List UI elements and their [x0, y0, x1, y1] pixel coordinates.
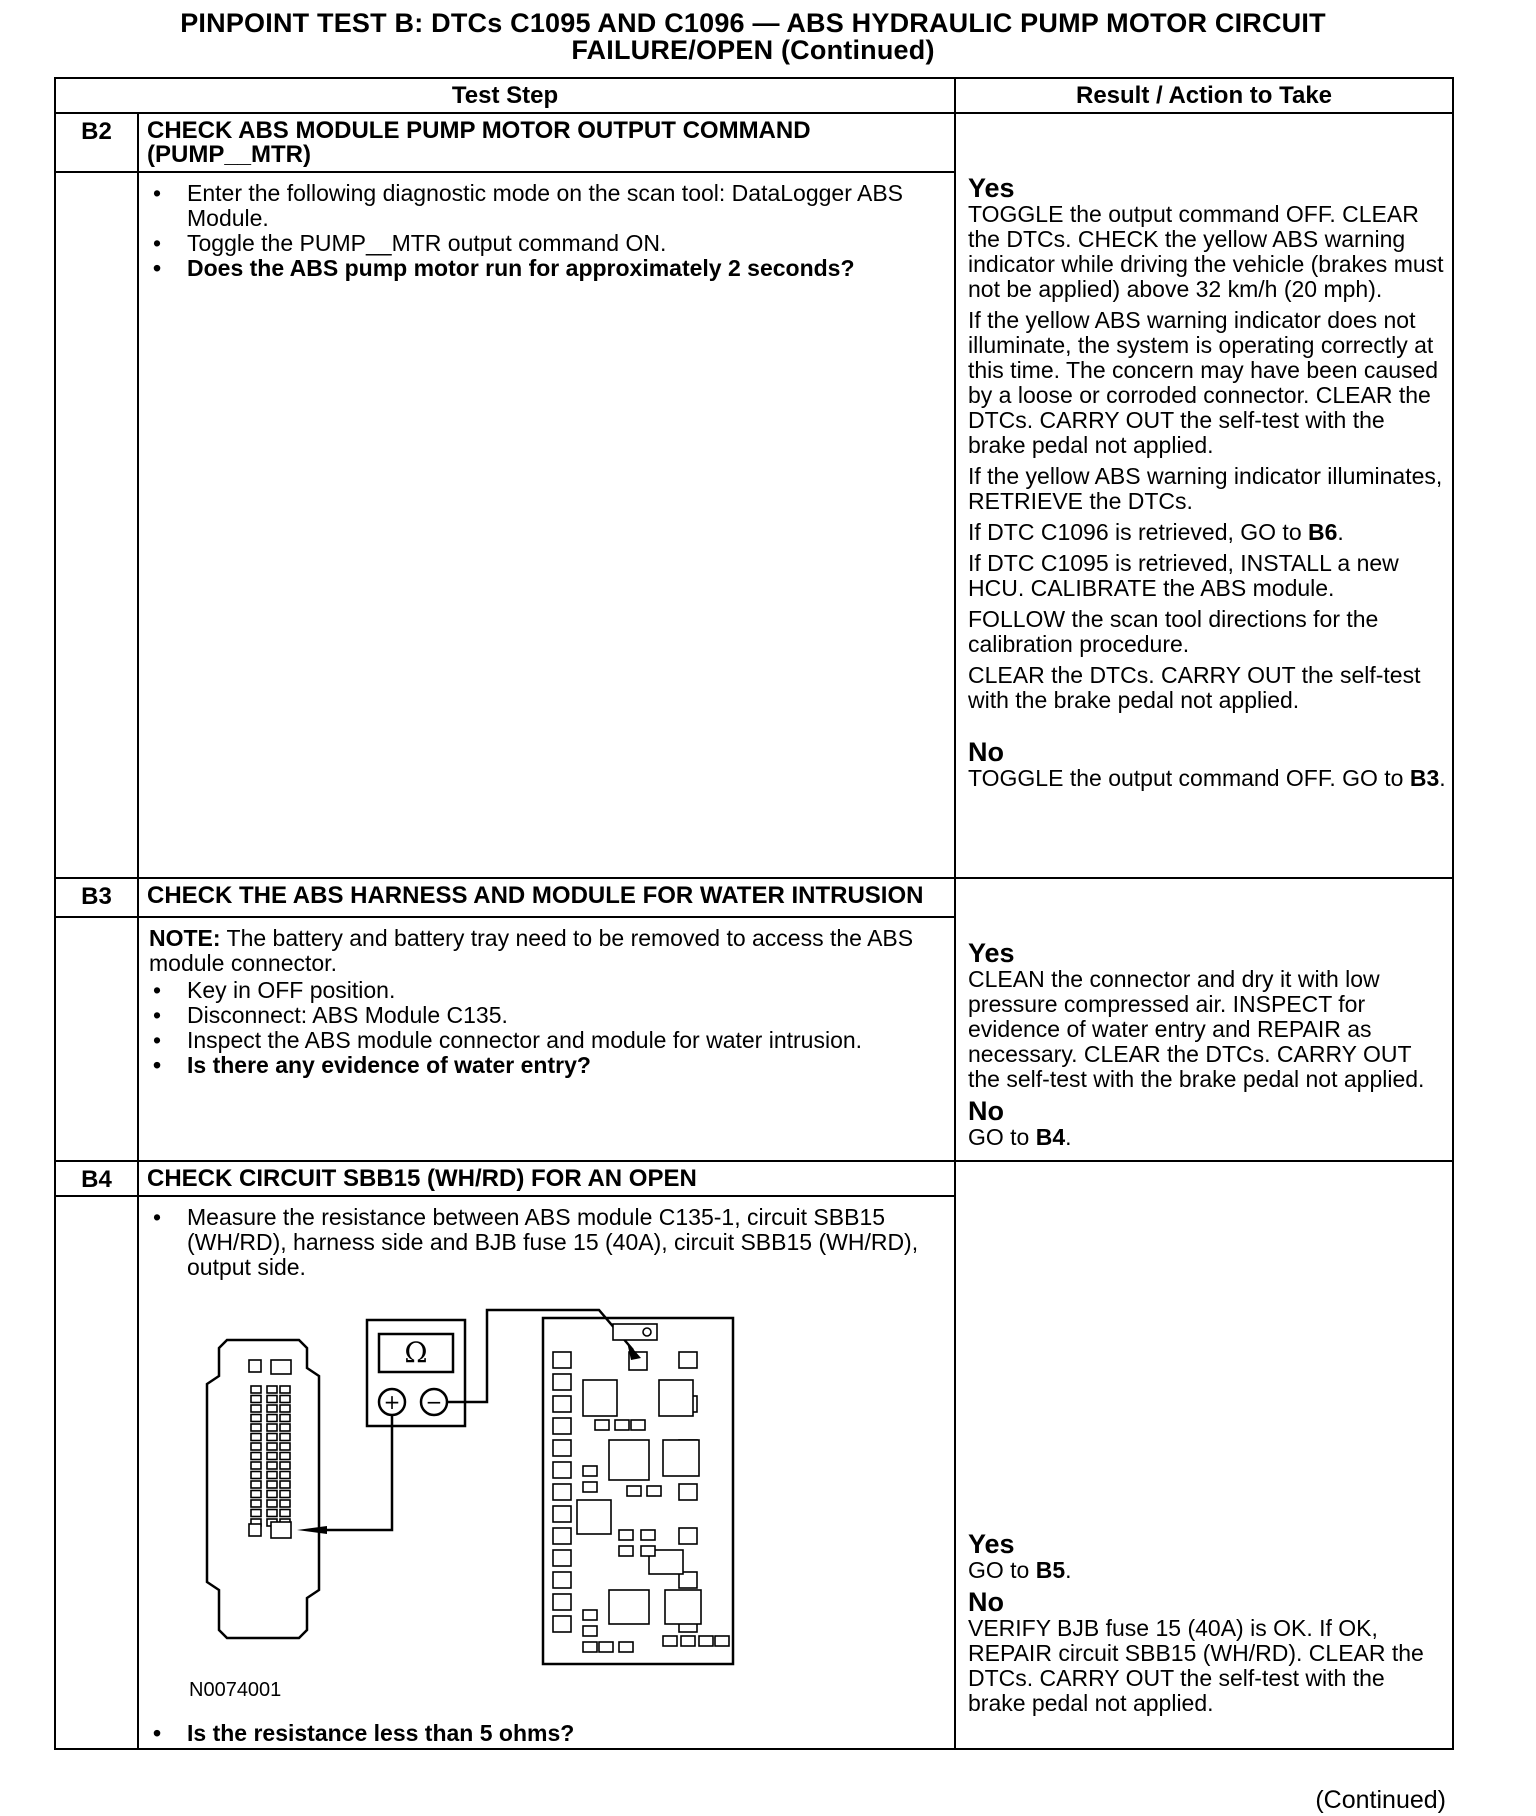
connector-pin — [267, 1434, 277, 1441]
relay-block — [609, 1590, 649, 1624]
instruction-list — [149, 1205, 944, 1280]
mini-fuse — [641, 1546, 655, 1556]
step-body-b3 — [138, 917, 955, 1161]
fuse-slot — [679, 1528, 697, 1544]
step-body-b4 — [138, 1196, 955, 1749]
connector-pin — [267, 1424, 277, 1431]
mini-fuse — [619, 1642, 633, 1652]
fuse-slot — [553, 1550, 571, 1566]
step-reference-link: B3 — [1409, 765, 1440, 791]
connector-pin — [280, 1415, 290, 1422]
mini-fuse — [647, 1486, 661, 1496]
connector-pin — [280, 1472, 290, 1479]
instruction-item: • Measure the resistance between ABS module C135-1, circuit SBB15 (WH/RD), harness side and BJB fuse 15 (40A), circuit SBB15 (WH/RD), output side. — [149, 1205, 944, 1280]
connector-pin — [280, 1510, 290, 1517]
mini-fuse — [619, 1546, 633, 1556]
meter-omega-symbol: Ω — [404, 1336, 428, 1369]
relay-block — [583, 1380, 617, 1416]
fuse-slot — [553, 1572, 571, 1588]
relay-block — [665, 1590, 701, 1624]
step-body-b2 — [138, 172, 955, 878]
connector-pin — [251, 1443, 261, 1450]
note-paragraph — [149, 926, 944, 976]
result-no-label: No — [968, 737, 1004, 767]
connector-pin — [267, 1500, 277, 1507]
connector-pin — [271, 1360, 291, 1374]
fuse-slot — [553, 1418, 571, 1434]
connector-pin — [267, 1415, 277, 1422]
result-text: If the yellow ABS warning indicator does not illuminate, the system is operating correctly at this time. The concern may have been caused by a loose or corroded connector. CLEAR the DTCs. CARRY OUT the self-test with the brake pedal not applied. — [968, 307, 1439, 458]
relay-block — [659, 1380, 693, 1416]
fuse-slot — [679, 1484, 697, 1500]
connector-pin — [251, 1386, 261, 1393]
step-b3-header-row — [55, 878, 1453, 917]
step-id-b3: B3 — [55, 878, 138, 917]
result-cell-b2 — [955, 113, 1453, 878]
meter-lead-plus — [309, 1415, 392, 1530]
connector-pin — [251, 1472, 261, 1479]
step-heading-b2: CHECK ABS MODULE PUMP MOTOR OUTPUT COMMAND (PUMP__MTR) — [138, 113, 955, 172]
connector-pin — [280, 1491, 290, 1498]
connector-pin — [251, 1434, 261, 1441]
connector-pin-c135-1 — [271, 1522, 291, 1538]
connector-pin — [280, 1424, 290, 1431]
mini-fuse — [619, 1530, 633, 1540]
result-text: If the yellow ABS warning indicator illuminates, RETRIEVE the DTCs. — [968, 463, 1443, 514]
fuse-slot — [553, 1440, 571, 1456]
connector-pin — [280, 1405, 290, 1412]
result-cell-b3 — [955, 878, 1453, 1161]
mini-fuse — [681, 1636, 695, 1646]
meter-plus-sign: + — [383, 1390, 401, 1414]
title-line-2: FAILURE/OPEN (Continued) — [571, 35, 935, 65]
connector-pin — [267, 1491, 277, 1498]
result-yes-label: Yes — [968, 938, 1015, 968]
connector-pin — [280, 1443, 290, 1450]
relay-block — [609, 1440, 649, 1480]
step-id-b2: B2 — [55, 113, 138, 172]
instruction-list — [149, 181, 944, 281]
connector-pin — [251, 1510, 261, 1517]
instruction-item: • Key in OFF position. — [149, 978, 944, 1003]
mini-fuse — [583, 1626, 597, 1636]
table-header-row — [55, 78, 1453, 113]
fuse-slot — [679, 1352, 697, 1368]
page-title — [54, 10, 1452, 64]
fuse-box-fuses — [553, 1324, 729, 1652]
step-reference-link: B6 — [1308, 519, 1338, 545]
step-reference-link: B4 — [1035, 1124, 1066, 1150]
fuse-slot — [553, 1352, 571, 1368]
result-no-label: No — [968, 1587, 1004, 1617]
mini-fuse — [615, 1420, 629, 1430]
connector-pin — [267, 1396, 277, 1403]
pinpoint-test-table — [54, 77, 1454, 1750]
result-text: FOLLOW the scan tool directions for the calibration procedure. — [968, 606, 1379, 657]
question-item: • Is there any evidence of water entry? — [149, 1053, 944, 1078]
relay-block — [663, 1440, 699, 1476]
fuse-slot — [553, 1396, 571, 1412]
instruction-list — [149, 978, 944, 1078]
connector-pin — [280, 1453, 290, 1460]
meter-minus-sign: − — [425, 1390, 443, 1414]
result-text: CLEAN the connector and dry it with low pressure compressed air. INSPECT for evidence of water entry and REPAIR as necessary. CLEAR the DTCs. CARRY OUT the self-test with the brake pedal not applied. — [968, 966, 1425, 1092]
abs-connector-outline — [207, 1340, 319, 1638]
mini-fuse — [715, 1636, 729, 1646]
mini-fuse — [699, 1636, 713, 1646]
result-text: If DTC C1096 is retrieved, GO to B6. — [968, 519, 1344, 545]
connector-pin — [280, 1462, 290, 1469]
result-text: GO to B4. — [968, 1124, 1072, 1150]
connector-pin — [280, 1386, 290, 1393]
connector-pin — [251, 1396, 261, 1403]
step-b2-header-row — [55, 113, 1453, 172]
result-yes-label: Yes — [968, 1529, 1015, 1559]
connector-pin — [249, 1360, 261, 1372]
connector-pin — [267, 1453, 277, 1460]
result-text: If DTC C1095 is retrieved, INSTALL a new HCU. CALIBRATE the ABS module. — [968, 550, 1399, 601]
result-cell-b4 — [955, 1161, 1453, 1749]
continued-label: (Continued) — [1315, 1786, 1446, 1814]
connector-pin — [251, 1453, 261, 1460]
relay-block — [577, 1500, 611, 1534]
mini-fuse — [627, 1486, 641, 1496]
mini-fuse — [595, 1420, 609, 1430]
mini-fuse — [631, 1420, 645, 1430]
instruction-list — [149, 1721, 944, 1746]
connector-pin — [251, 1481, 261, 1488]
connector-pin — [280, 1481, 290, 1488]
connector-pin — [267, 1443, 277, 1450]
fuse-slot — [553, 1462, 571, 1478]
connector-pins — [249, 1360, 291, 1538]
fuse-slot — [553, 1484, 571, 1500]
connector-pin — [251, 1462, 261, 1469]
instruction-item: • Disconnect: ABS Module C135. — [149, 1003, 944, 1028]
connector-pin — [249, 1524, 261, 1536]
connector-pin — [267, 1405, 277, 1412]
mini-fuse — [641, 1530, 655, 1540]
connector-pin — [267, 1481, 277, 1488]
fuse-slot — [553, 1616, 571, 1632]
mini-fuse — [583, 1610, 597, 1620]
probe-tip — [297, 1526, 327, 1534]
connector-pin — [251, 1405, 261, 1412]
fuse-slot — [553, 1374, 571, 1390]
step-b4-header-row — [55, 1161, 1453, 1196]
mini-fuse — [583, 1482, 597, 1492]
fuse-slot — [553, 1594, 571, 1610]
connector-pin — [267, 1462, 277, 1469]
result-text: VERIFY BJB fuse 15 (40A) is OK. If OK, REPAIR circuit SBB15 (WH/RD). CLEAR the DTCs. CARRY OUT the self-test with the brake pedal not applied. — [968, 1615, 1424, 1716]
fuse-slot — [553, 1528, 571, 1544]
step-reference-link: B5 — [1035, 1557, 1066, 1583]
connector-pin — [251, 1415, 261, 1422]
mini-fuse — [583, 1466, 597, 1476]
connector-pin — [267, 1472, 277, 1479]
connector-pin — [280, 1434, 290, 1441]
result-text: GO to B5. — [968, 1557, 1072, 1583]
title-line-1: PINPOINT TEST B: DTCs C1095 AND C1096 — ABS HYDRAULIC PUMP MOTOR CIRCUIT — [180, 8, 1326, 38]
header-result-action: Result / Action to Take — [955, 78, 1453, 113]
note-text: The battery and battery tray need to be removed to access the ABS module connector. — [149, 925, 914, 976]
connector-pin — [280, 1500, 290, 1507]
header-test-step: Test Step — [55, 78, 955, 113]
connector-pin — [267, 1510, 277, 1517]
connector-pin — [251, 1500, 261, 1507]
step-heading-b4: CHECK CIRCUIT SBB15 (WH/RD) FOR AN OPEN — [138, 1161, 955, 1196]
figure-caption: N0074001 — [189, 1679, 282, 1701]
note-label: NOTE: — [149, 925, 221, 951]
instruction-item: • Enter the following diagnostic mode on the scan tool: DataLogger ABS Module. — [149, 181, 944, 231]
result-yes-label: Yes — [968, 173, 1015, 203]
fuse-box-screw — [643, 1328, 651, 1336]
fuse-slot — [553, 1506, 571, 1522]
step-id-b4: B4 — [55, 1161, 138, 1196]
result-text: TOGGLE the output command OFF. GO to B3. — [968, 765, 1446, 791]
result-text: TOGGLE the output command OFF. CLEAR the DTCs. CHECK the yellow ABS warning indicator while driving the vehicle (brakes must not be applied) above 32 km/h (20 mph). — [968, 201, 1444, 302]
result-no-label: No — [968, 1096, 1004, 1126]
question-item: • Does the ABS pump motor run for approximately 2 seconds? — [149, 256, 944, 281]
question-item: • Is the resistance less than 5 ohms? — [149, 1721, 944, 1746]
connector-pin — [280, 1396, 290, 1403]
mini-fuse — [663, 1636, 677, 1646]
connector-pin — [267, 1386, 277, 1393]
step-heading-b3: CHECK THE ABS HARNESS AND MODULE FOR WATER INTRUSION — [138, 878, 955, 917]
mini-fuse — [583, 1642, 597, 1652]
mini-fuse — [599, 1642, 613, 1652]
instruction-item: • Toggle the PUMP__MTR output command ON. — [149, 231, 944, 256]
resistance-measurement-diagram — [179, 1290, 739, 1670]
instruction-item: • Inspect the ABS module connector and module for water intrusion. — [149, 1028, 944, 1053]
result-text: CLEAR the DTCs. CARRY OUT the self-test with the brake pedal not applied. — [968, 662, 1421, 713]
connector-pin — [251, 1491, 261, 1498]
connector-pin — [251, 1424, 261, 1431]
